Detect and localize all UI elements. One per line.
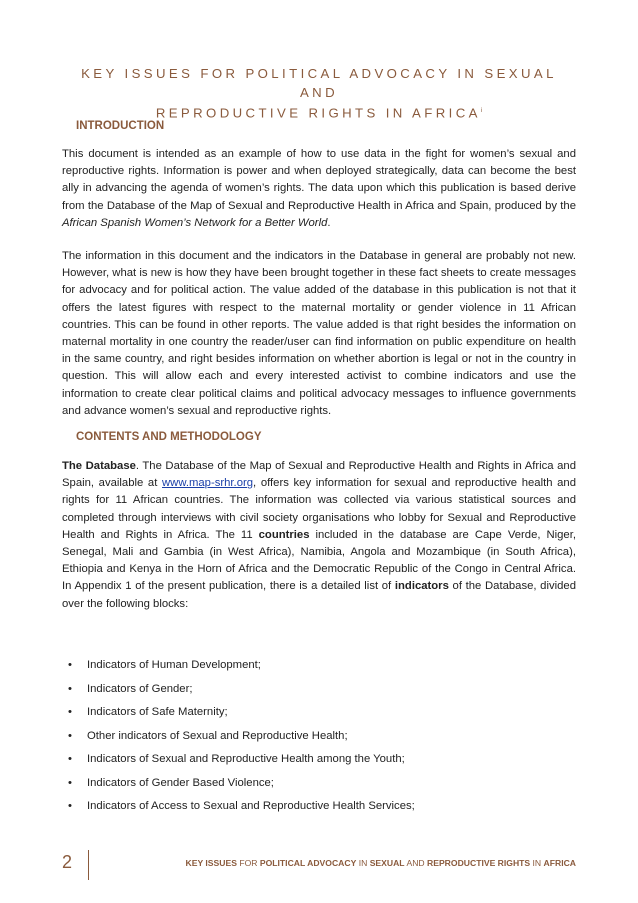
contents-methodology-heading: CONTENTS AND METHODOLOGY bbox=[76, 431, 262, 443]
list-item: • Indicators of Gender; bbox=[68, 681, 415, 705]
bullet-icon: • bbox=[68, 776, 72, 789]
title-line-2: REPRODUCTIVE RIGHTS IN AFRICA$^i$ bbox=[155, 105, 483, 121]
running-footer-title: KEY ISSUES FOR POLITICAL ADVOCACY IN SEXUAL AND REPRODUCTIVE RIGHTS IN AFRICA bbox=[185, 858, 576, 868]
bullet-icon: • bbox=[68, 753, 72, 765]
network-name: African Spanish Women’s Network for a Better World bbox=[62, 216, 328, 229]
bullet-icon: • bbox=[68, 729, 72, 742]
intro-paragraph-2: The information in this document and the indicators in the Database in general are probably not new. However, what is new is how they have been brought together in these fact sheets to create messages for advocacy and for political action. The value added of the database in this publication is not that it offers the latest figures with respect to the maternal mortality or gender violence in 11 African countries. This can be found in other reports. The value added is that right besides the information on maternal mortality in one country the reader/user can find information on public expenditure on health in the same country, and right besides information on whether abortion is legal or not in the country in question. This will allow each and every interested activist to combine indicators and use the information to create clear political claims and political advocacy messages to influence governments and advance women’s sexual and reproductive rights. bbox=[62, 250, 576, 417]
document-title bbox=[62, 64, 576, 122]
introduction-heading: INTRODUCTION bbox=[76, 120, 165, 132]
list-item: • Indicators of Safe Maternity; bbox=[68, 704, 415, 728]
bullet-icon: • bbox=[68, 800, 72, 812]
intro-paragraph-1: This document is intended as an example of how to use data in the fight for women’s sexual and reproductive rights. Information is power and when deployed strategically, data can become the best ally in advancing the agenda of women’s rights. The data upon which this publication is based derive from the Database of the Map of Sexual and Reproductive Health in Africa and Spain, produced by the African Spanish Women’s Network for a Better World. bbox=[62, 148, 576, 229]
bullet-icon: • bbox=[68, 706, 72, 718]
page-footer bbox=[62, 850, 576, 880]
list-item: • Indicators of Access to Sexual and Reproductive Health Services; bbox=[68, 798, 415, 822]
list-item: • Indicators of Human Development; bbox=[68, 657, 415, 681]
list-item: • Indicators of Sexual and Reproductive Health among the Youth; bbox=[68, 751, 415, 775]
list-item: • Indicators of Gender Based Violence; bbox=[68, 775, 415, 799]
database-paragraph: The Database. The Database of the Map of Sexual and Reproductive Health and Rights in Africa and Spain, available at www.map-srhr.org, offers key information for sexual and reproductive health and rights for 11 African countries. The information was collected via various statistical sources and completed through interviews with civil society organisations who lobby for Sexual and Reproductive Health and Rights in Africa. The 11 countries included in the database are Cape Verde, Niger, Senegal, Mali and Gambia (in West Africa), Namibia, Angola and Mozambique (in South Africa), Ethiopia and Kenya in the Horn of Africa and the Democratic Republic of the Congo in Central Africa. In Appendix 1 of the present publication, there is a detailed list of indicators of the Database, divided over the following blocks: bbox=[62, 460, 576, 610]
map-srhr-link[interactable]: www.map-srhr.org bbox=[162, 477, 254, 490]
title-line-1: KEY ISSUES FOR POLITICAL ADVOCACY IN SEXUAL AND bbox=[81, 66, 557, 100]
page-number: 2 bbox=[62, 852, 73, 872]
indicator-blocks-list bbox=[68, 657, 415, 822]
list-item: • Other indicators of Sexual and Reproductive Health; bbox=[68, 728, 415, 752]
title-footnote-mark: i bbox=[480, 108, 483, 114]
bullet-icon: • bbox=[68, 682, 72, 695]
footer-divider bbox=[88, 850, 89, 880]
bullet-icon: • bbox=[68, 659, 72, 671]
